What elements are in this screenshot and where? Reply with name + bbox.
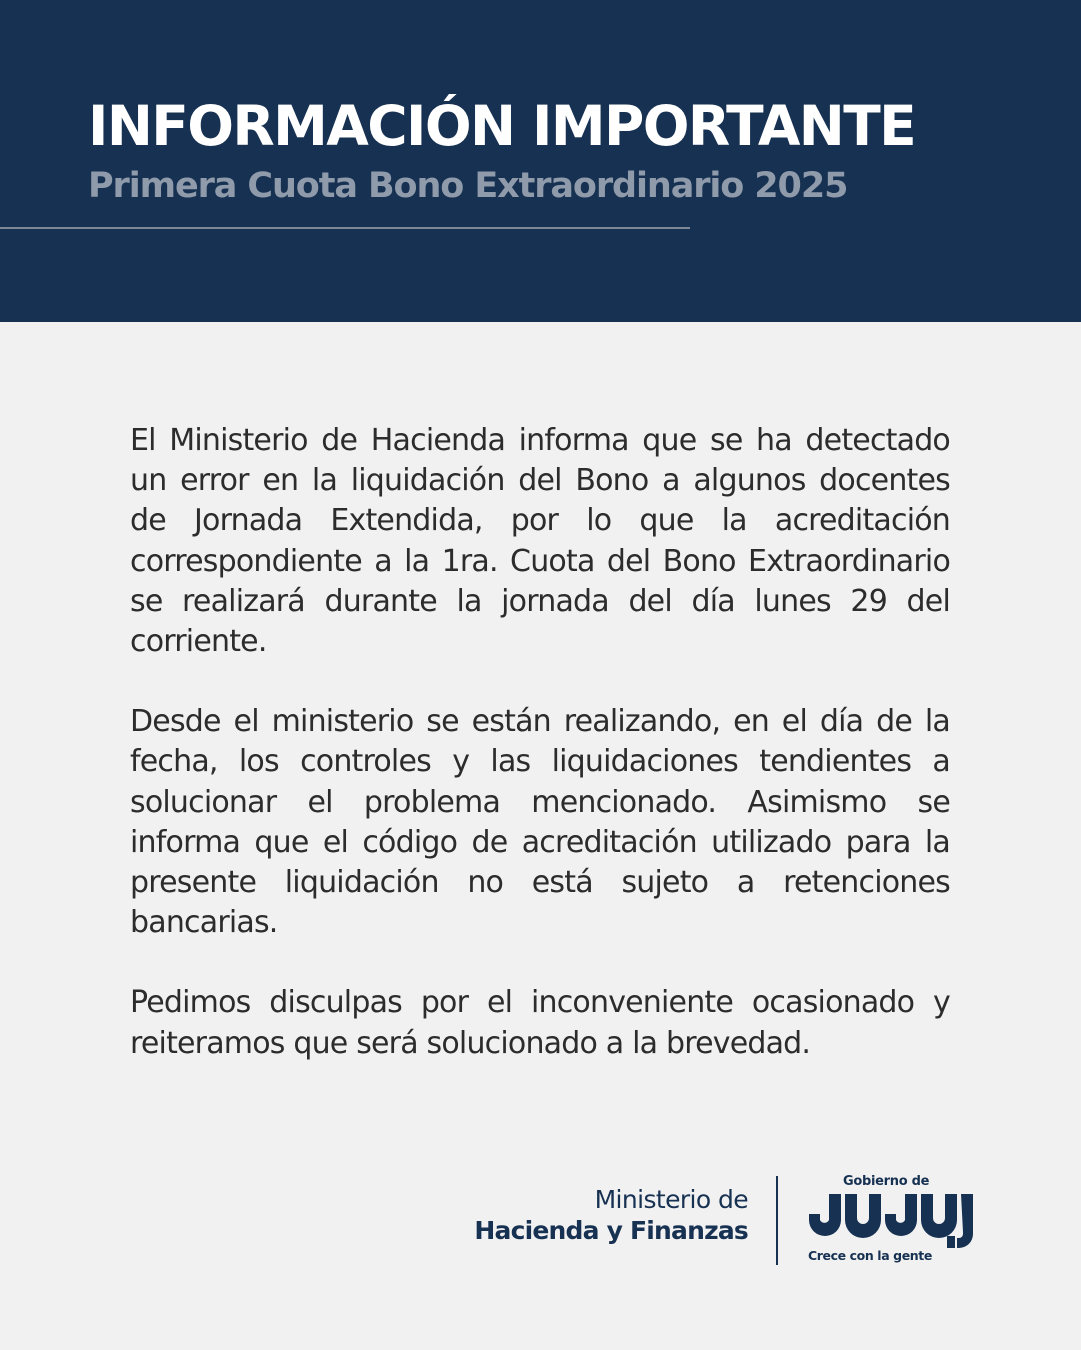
- ministry-name-line1: Ministerio de: [594, 1185, 748, 1214]
- announcement-body: [130, 421, 950, 1104]
- page-title: INFORMACIÓN IMPORTANTE: [88, 94, 916, 158]
- paragraph-3: Pedimos disculpas por el inconveniente ocasionado y reiteramos que será solucionado a la brevedad.: [130, 985, 950, 1061]
- footer-divider: [776, 1176, 778, 1265]
- header-divider: [0, 227, 690, 229]
- ministry-signature: [474, 1184, 748, 1246]
- jujuy-government-logo: [807, 1174, 982, 1274]
- footer: [0, 1170, 1081, 1280]
- paragraph-2: Desde el ministerio se están realizando, en el día de la fecha, los controles y las liquidaciones tendientes a solucionar el problema mencionado. Asimismo se informa que el código de acreditación utilizado para la presente liquidación no está sujeto a retenciones bancarias.: [130, 704, 950, 941]
- logo-top-text: Gobierno de: [843, 1174, 930, 1189]
- jujuy-wordmark-icon: [807, 1192, 982, 1250]
- header-banner: [0, 0, 1081, 322]
- page-subtitle: Primera Cuota Bono Extraordinario 2025: [88, 166, 848, 206]
- logo-tagline: Crece con la gente: [808, 1248, 932, 1263]
- paragraph-1: El Ministerio de Hacienda informa que se ha detectado un error en la liquidación del Bono a algunos docentes de Jornada Extendida, por lo que la acreditación correspondiente a la 1ra. Cuota del Bono Extraordinario se realizará durante la jornada del día lunes 29 del corriente.: [130, 423, 950, 660]
- ministry-name-line2: Hacienda y Finanzas: [474, 1216, 748, 1245]
